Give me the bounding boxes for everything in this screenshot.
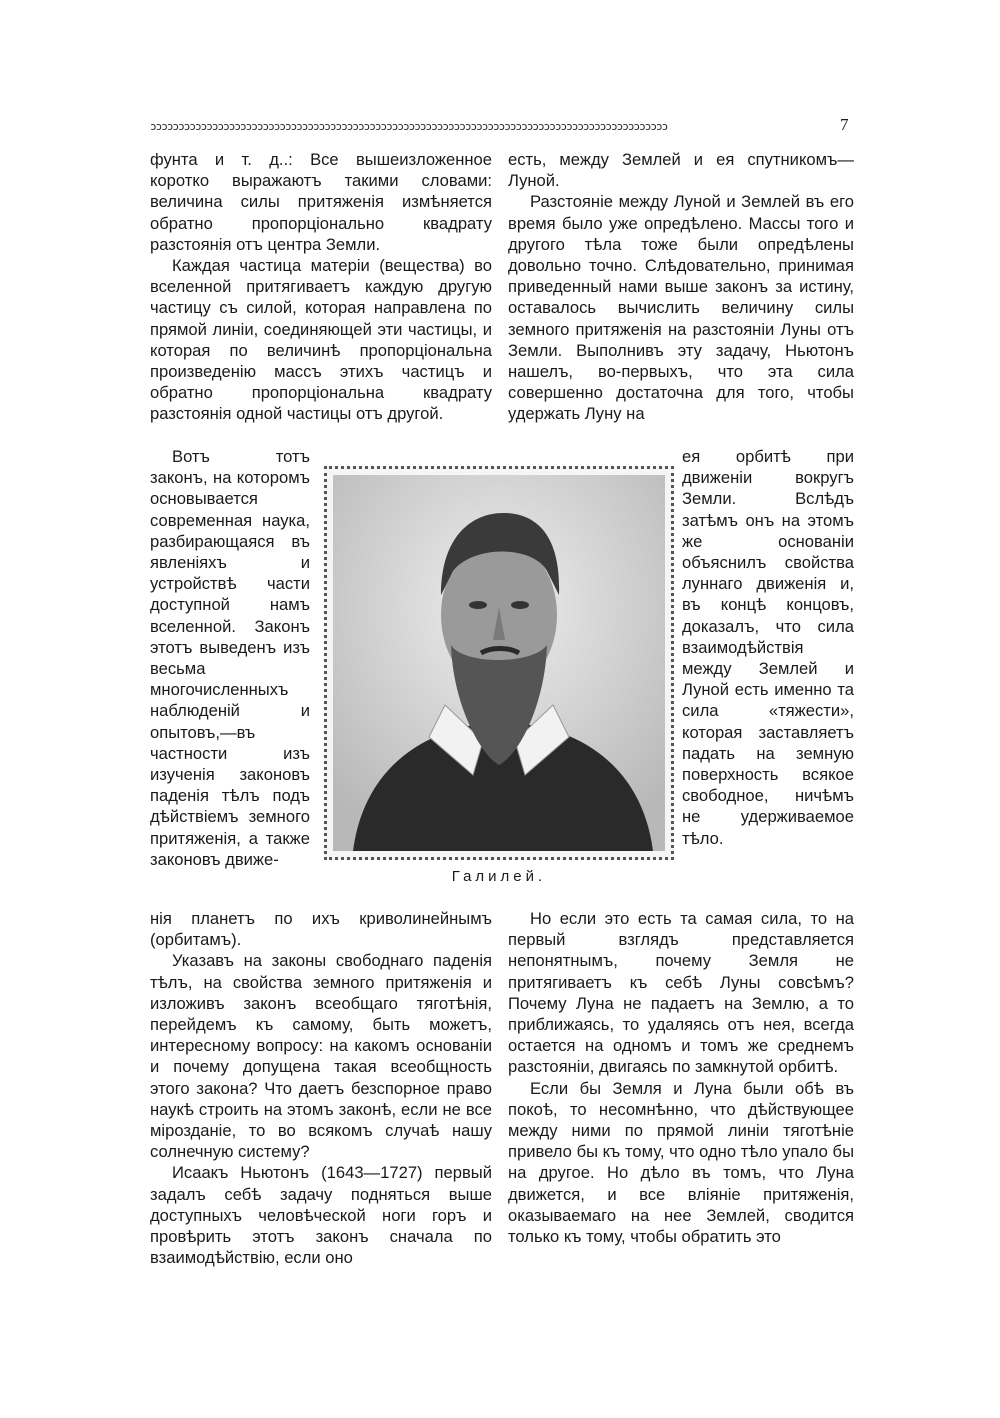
left-column-bottom — [150, 908, 492, 1268]
left-wrap-column — [150, 446, 310, 870]
paragraph: фунта и т. д..: Все вышеизложенное коротко выражаютъ такими словами: величина силы притяженія измѣняется обратно пропорціонально квадрату разстоянія отъ центра Земли. — [150, 150, 492, 254]
right-column-top — [508, 149, 854, 425]
paragraph: Разстояніе между Луной и Землей въ его время было уже опредѣлено. Массы того и другого тѣла тоже были опредѣлены довольно точно. Слѣдовательно, принимая приведенный нами выше законъ за истину, оставалось вычислить величину силы земного притяженія на разстояніи Луны отъ Земли. Выполнивъ эту задачу, Ньютонъ нашелъ, во-первыхъ, что эта сила совершенно достаточна для того, чтобы удержать Луну на — [508, 192, 854, 424]
portrait-frame — [324, 466, 674, 860]
portrait-caption: Галилей. — [451, 868, 547, 885]
paragraph: Исаакъ Ньютонъ (1643—1727) первый задалъ себѣ задачу подняться выше доступныхъ человѣческой ноги горъ и провѣрить этотъ законъ сначала по взаимодѣйствію, если оно — [150, 1163, 492, 1268]
page-number: 7 — [840, 115, 849, 134]
paragraph: нія планетъ по ихъ криволинейнымъ (орбитамъ). — [150, 909, 492, 950]
header-ornament: ɔɔɔɔɔɔɔɔɔɔɔɔɔɔɔɔɔɔɔɔɔɔɔɔɔɔɔɔɔɔɔɔɔɔɔɔɔɔɔɔɔɔɔɔɔɔɔɔɔɔɔɔɔɔɔɔɔɔɔɔɔɔɔɔɔɔɔɔɔɔɔɔɔɔɔɔɔɔɔɔɔɔɔɔɔɔɔɔɔɔɔɔ — [150, 121, 668, 133]
paragraph: есть, между Землей и ея спутникомъ—Луной. — [508, 150, 854, 191]
paragraph: Указавъ на законы свободнаго паденія тѣлъ, на свойства земного притяженія и изложивъ законъ всеобщаго тяготѣнія, перейдемъ къ самому, быть можетъ, интересному вопросу: на какомъ основаніи и почему допущена такая всеобщность этого закона? Что даетъ безспорное право наукѣ строить на этомъ законѣ, если не все мірозданіе, то во всякомъ случаѣ нашу солнечную систему? — [150, 951, 492, 1162]
paragraph: Но если это есть та самая сила, то на первый взглядъ представляется непонятнымъ, почему Земля не притягиваетъ къ себѣ Луны совсѣмъ? Почему Луна не падаетъ на Землю, а то приближаясь, то удаляясь отъ нея, всегда остается на одномъ и томъ же среднемъ разстояніи, двигаясь по замкнутой орбитѣ. — [508, 909, 854, 1077]
paragraph: Если бы Земля и Луна были обѣ въ покоѣ, то несомнѣнно, что дѣйствующее между ними по прямой линіи тяготѣніе привело бы къ тому, что одно тѣло упало бы на другое. Но дѣло въ томъ, что Луна движется, и все вліяніе притяженія, оказываемаго на нее Землей, сводится только къ тому, чтобы обратить это — [508, 1078, 854, 1247]
right-column-bottom — [508, 908, 854, 1247]
galileo-portrait — [333, 475, 665, 851]
paragraph: Вотъ тотъ законъ, на которомъ основывается современная наука, разбирающаяся въ явленіяхъ и устройствѣ части доступной намъ вселенной. Законъ этотъ выведенъ изъ весьма многочисленныхъ наблюденій и опытовъ,—въ частности изъ изученія законовъ паденія тѣлъ подъ дѣйствіемъ земного притяженія, а также законовъ движе- — [150, 447, 310, 869]
right-wrap-column — [682, 446, 854, 849]
left-column-top — [150, 149, 492, 425]
paragraph: ея орбитѣ при движеніи вокругъ Земли. Вслѣдъ затѣмъ онъ на этомъ же основаніи объяснилъ свойства луннаго движенія и, въ концѣ концовъ, доказалъ, что сила взаимодѣйствія между Землей и Луной есть именно та сила «тяжести», которая заставляетъ падать на земную поверхность всякое свободное, ничѣмъ не удерживаемое тѣло. — [682, 447, 854, 848]
paragraph: Каждая частица матеріи (вещества) во вселенной притягиваетъ каждую другую частицу съ силой, которая направлена по прямой линіи, соединяющей эти частицы, и которая по величинѣ пропорціональна произведенію массъ этихъ частицъ и обратно пропорціональна квадрату разстоянія одной частицы отъ другой. — [150, 256, 492, 424]
